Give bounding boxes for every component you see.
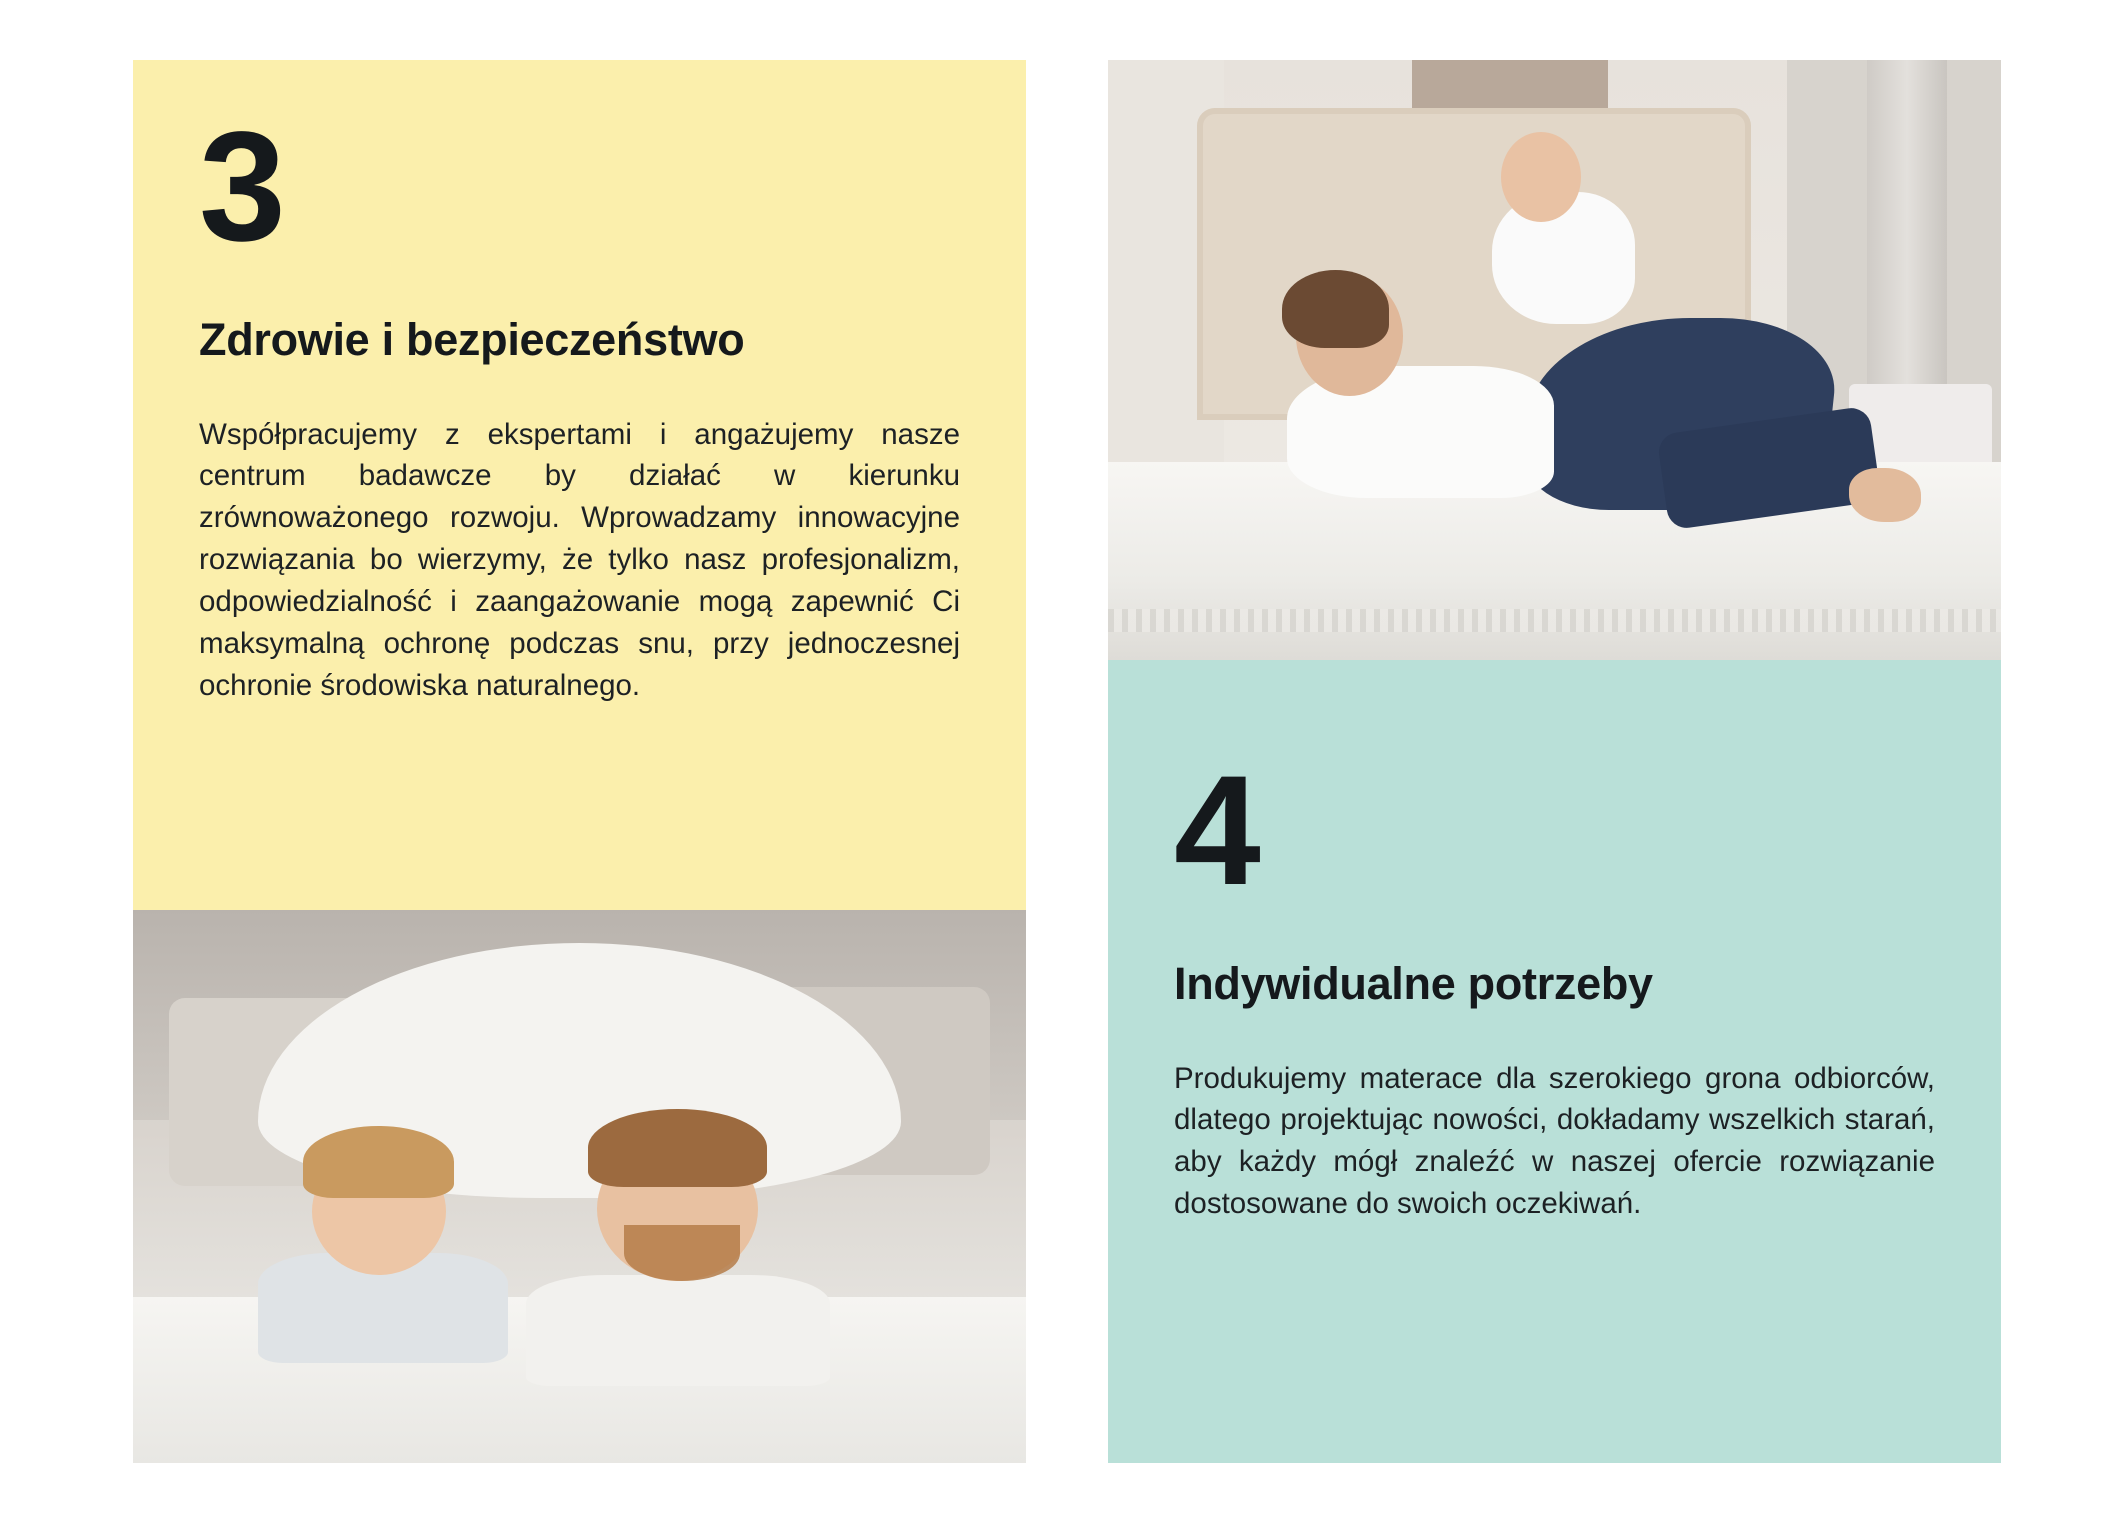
section-title-3: Zdrowie i bezpieczeństwo [199,313,745,365]
section-number-3: 3 [199,100,284,274]
section-title-4: Indywidualne potrzeby [1174,957,1653,1009]
photo-man-shirt [526,1275,830,1386]
photo-dad-baby-mattress [1108,60,2001,660]
photo-man-beard [624,1225,740,1280]
section-number-4: 4 [1174,744,1259,918]
column-left [133,60,1026,1463]
photo-man-hair [588,1109,767,1186]
column-right [1108,60,2001,1463]
photo-child-hair [303,1126,455,1198]
photo-dad-child-duvet [133,910,1026,1463]
section-card-3 [133,60,1026,910]
photo-man-hair [1282,270,1389,348]
section-body-3: Współpracujemy z ekspertami i angażujemy nasze centrum badawcze by działać w kierunku zrównoważonego rozwoju. Wprowadzamy innowacyjne rozwiązania bo wierzymy, że tylko nasz profesjonalizm, odpowiedzialność i zaangażowanie mogą zapewnić Ci maksymalną ochronę podczas snu, przy jednoczesnej ochronie środowiska naturalnego. [199,417,960,702]
photo-man-foot [1849,468,1920,522]
section-body-4: Produkujemy materace dla szerokiego grona odbiorców, dlatego projektując nowości, dokładamy wszelkich starań, aby każdy mógł znaleźć w naszej ofercie rozwiązanie dostosowane do swoich oczekiwań. [1174,1061,1935,1221]
section-card-4 [1108,660,2001,1463]
photo-baby-head [1501,132,1581,222]
